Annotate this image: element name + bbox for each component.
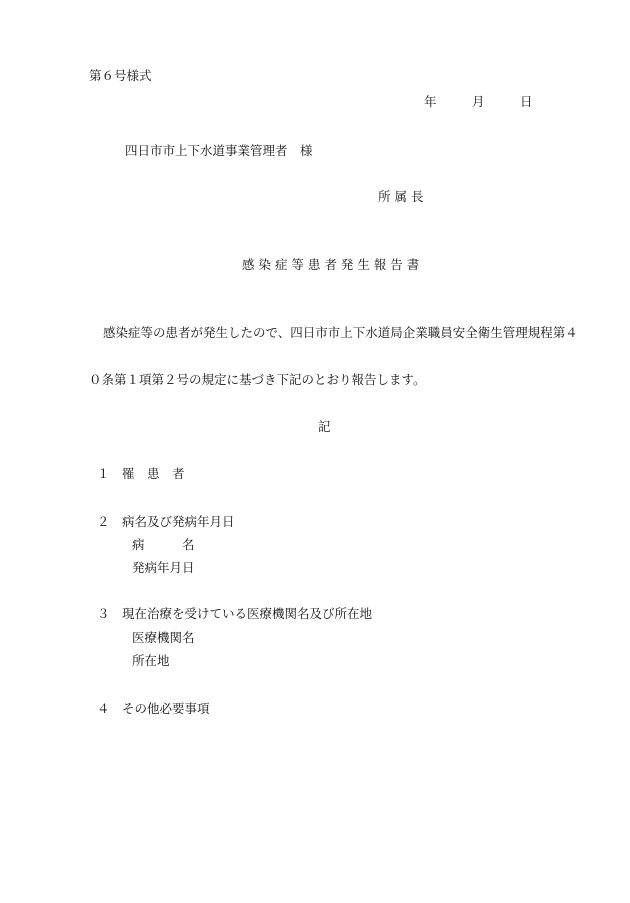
ki-heading: 記	[318, 419, 331, 434]
date-month-label: 月	[472, 94, 485, 109]
item-2-sub-disease-name: 病 名	[132, 537, 195, 552]
body-line-1: 感染症等の患者が発生したので、四日市市上下水道局企業職員安全衛生管理規程第４	[103, 325, 578, 340]
body-line-2: ０条第１項第２号の規定に基づき下記のとおり報告します。	[89, 372, 426, 387]
addressee: 四日市市上下水道事業管理者 様	[125, 143, 313, 158]
document-title: 感 染 症 等 患 者 発 生 報 告 書	[242, 257, 420, 272]
sender: 所 属 長	[378, 189, 424, 204]
item-2-sub-onset-date: 発病年月日	[132, 560, 195, 575]
item-3-sub-institution-name: 医療機関名	[132, 630, 195, 645]
date-year-label: 年	[424, 94, 437, 109]
item-2-heading: ２ 病名及び発病年月日	[97, 514, 235, 529]
item-4-heading: ４ その他必要事項	[97, 701, 210, 716]
form-number: 第６号様式	[89, 68, 152, 83]
item-1-heading: １ 罹 患 者	[97, 466, 185, 481]
date-day-label: 日	[520, 94, 533, 109]
date-row	[424, 94, 533, 110]
item-3-sub-address: 所在地	[132, 653, 170, 668]
item-3-heading: ３ 現在治療を受けている医療機関名及び所在地	[97, 606, 373, 621]
